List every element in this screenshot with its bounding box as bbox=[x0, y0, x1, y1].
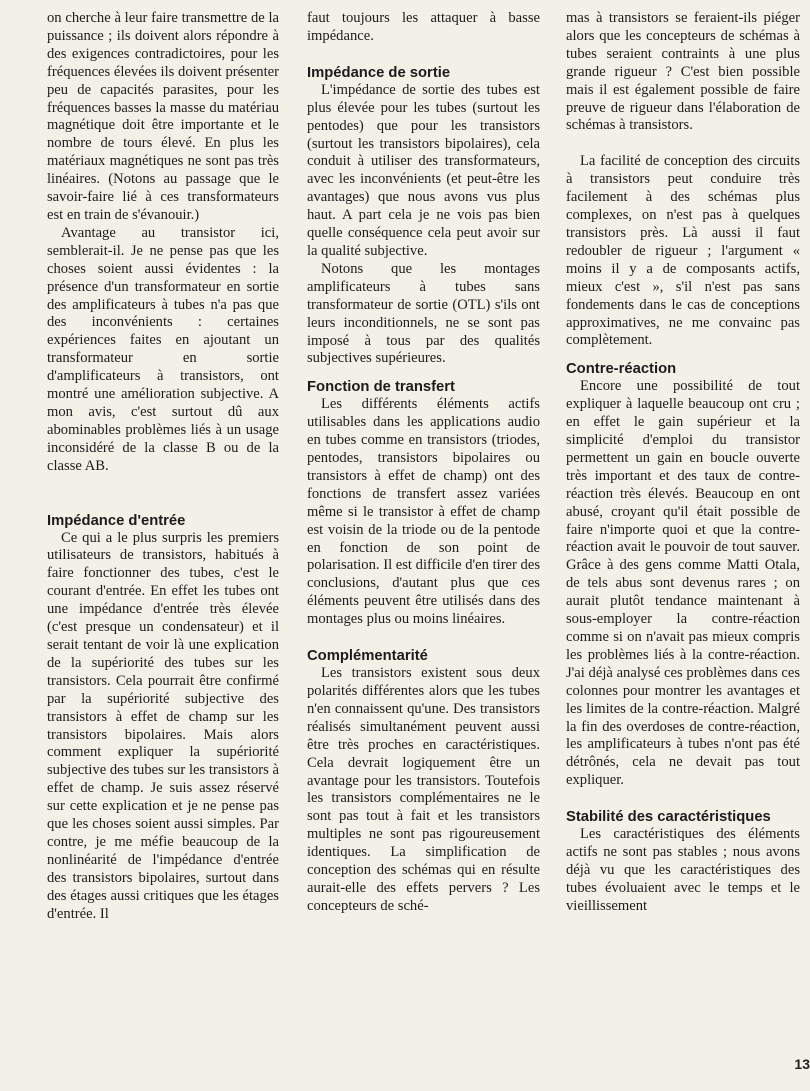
section-heading-fonction-transfert: Fonction de transfert bbox=[307, 379, 455, 396]
paragraph: Les différents éléments actifs utilisables dans les applications audio en tubes comme en transistors (triodes, pentodes, transistors bipolaires ou transistors à effet de champ) ont des fonctions de transfert assez variées même si le transistor à effet de champ est voisin de la triode ou de la pentode en fonction de son point de polarisation. Il est difficile d'en tirer des conclusions, d'autant plus que ces éléments peuvent être utilisés dans des montages plus ou moins linéaires. bbox=[307, 396, 540, 628]
paragraph: faut toujours les attaquer à basse impédance. bbox=[307, 10, 540, 44]
section-heading-impedance-sortie: Impédance de sortie bbox=[307, 64, 451, 81]
paragraph: La facilité de conception des circuits à transistors peut conduire très facilement à des schémas plus complexes, on n'est pas à quelques transistors près. Là aussi il faut redoubler de rigueur ; l'argument « moins il y a de composants actifs, mieux c'est », s'il n'est pas sans fondements dans le cas de conceptions approximatives, ne me convainc pas complètement. bbox=[566, 153, 800, 349]
paragraph: Les caractéristiques des éléments actifs ne sont pas stables ; nous avons déjà vu que les caractéristiques des tubes évoluaient avec le temps et le vieillissement bbox=[566, 826, 800, 914]
column-3 bbox=[566, 10, 800, 916]
section-heading-impedance-entree: Impédance d'entrée bbox=[47, 512, 186, 529]
paragraph: mas à transistors se feraient-ils piéger alors que les concepteurs de schémas à tubes seraient contraints à une plus grande rigueur ? C'est bien possible mais il est également possible de faire preuve de rigueur dans l'élaboration de schémas à transistors. bbox=[566, 10, 800, 134]
section-heading-complementarite: Complémentarité bbox=[307, 648, 428, 665]
column-2 bbox=[307, 10, 540, 916]
paragraph: Encore une possibilité de tout expliquer à laquelle beaucoup ont cru ; en effet le gain supérieur et la simplicité d'emploi du transistor permettent un gain en boucle ouverte très important et des taux de contre-réaction très élevés. Beaucoup en ont abusé, croyant qu'il était possible de faire n'importe quoi et que la contre-réaction avait le pouvoir de tout sauver. Grâce à des gens comme Matti Otala, de tels abus sont devenus rares ; on aurait plutôt tendance maintenant à sous-employer la contre-réaction comme si on n'avait pas mieux compris les problèmes liés à la contre-réaction. J'ai déjà analysé ces problèmes dans ces colonnes pour montrer les avantages et les limites de la contre-réaction. Malgré la fin des overdoses de contre-réaction, les amplificateurs à tubes n'ont pas été détrônés, cela ne devait pas tout expliquer. bbox=[566, 378, 800, 789]
section-heading-stabilite: Stabilité des caractéristiques bbox=[566, 809, 771, 826]
column-1 bbox=[47, 10, 279, 924]
paragraph: L'impédance de sortie des tubes est plus élevée pour les tubes (surtout les pentodes) que pour les transistors (surtout les transistors bipolaires), cela conduit à utiliser des transformateurs, avec les inconvénients (et peut-être les avantages) que nous avons vus plus haut. A part cela je ne vois pas bien quelle conséquence cela peut avoir sur la qualité subjective. bbox=[307, 81, 540, 259]
paragraph: on cherche à leur faire transmettre de la puissance ; ils doivent alors répondre à des exigences contradictoires, pour les fréquences élevées ils doivent présenter peu de capacités parasites, pour les fréquences basses la masse du matériau magnétique doit être importante et le nombre de tours élevé. En plus les matériaux magnétiques ne sont pas très linéaires. (Notons au passage que le savoir-faire lié à ces transformateurs est en train de s'évanouir.) bbox=[47, 10, 279, 223]
section-heading-contre-reaction: Contre-réaction bbox=[566, 361, 677, 378]
paragraph: Avantage au transistor ici, semblerait-il. Je ne pense pas que les choses soient aussi évidentes : la présence d'un transformateur en sortie des amplificateurs à tubes n'a pas que des inconvénients : certaines expériences faites en ajoutant un transformateur en sortie d'amplificateurs à transistors, ont montré une amélioration subjective. A mon avis, c'est surtout dû aux abominables problèmes liés à un usage inconsidéré de la classe B ou de la classe AB. bbox=[47, 224, 279, 474]
paragraph: Notons que les montages amplificateurs à tubes sans transformateur de sortie (OTL) s'ils ont leurs inconditionnels, ne se sont pas imposé à tous par des qualités subjectives supérieures. bbox=[307, 260, 540, 367]
page-number: 13 bbox=[794, 1056, 810, 1072]
paragraph: Les transistors existent sous deux polarités différentes alors que les tubes n'en connaissent qu'une. Des transistors réalisés simultanément peuvent aussi être très proches en caractéristiques. Cela devrait logiquement être un avantage pour les transistors. Toutefois les transistors complémentaires ne le sont pas tout à fait et les transistors multiples ne sont pas rigoureusement identiques. La simplification de conception des schémas qui en résulte aurait-elle des effets pervers ? Les concepteurs de sché- bbox=[307, 665, 540, 914]
paragraph: Ce qui a le plus surpris les premiers utilisateurs de transistors, habitués à faire fonctionner des tubes, c'est le courant d'entrée. En effet les tubes ont une impédance d'entrée très élevée (c'est presque un condensateur) et il serait tentant de voir là une explication de la supériorité des tubes sur les transistors. Cela pourrait être confirmé par la supériorité subjective des transistors à effet de champ sur les transistors bipolaires. Mais alors comment expliquer la supériorité subjective des tubes sur les transistors à effet de champ. Je suis assez réservé sur cette explication et je ne pense pas que les choses soient aussi simples. Par contre, je me méfie beaucoup de la nonlinéarité de l'impédance d'entrée des transistors bipolaires, surtout dans des étages aussi critiques que les étages d'entrée. Il bbox=[47, 529, 279, 922]
